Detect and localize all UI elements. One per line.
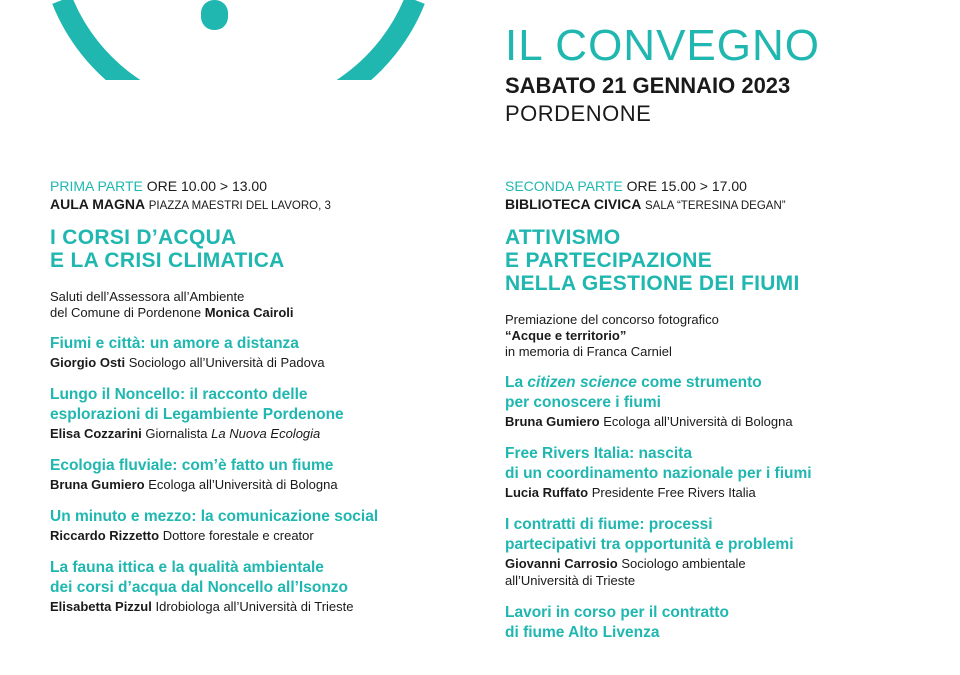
speaker-role: Sociologo ambientale	[621, 556, 746, 571]
title-text: La	[505, 374, 528, 391]
publication-name: La Nuova Ecologia	[211, 426, 321, 441]
venue-name: AULA MAGNA	[50, 196, 146, 212]
heading-line: NELLA GESTIONE DEI FIUMI	[505, 272, 800, 295]
talk-speaker	[50, 476, 470, 493]
session-hours: ORE 15.00 > 17.00	[626, 178, 747, 194]
speaker-role-line2: all’Università di Trieste	[505, 573, 636, 588]
event-date: SABATO 21 GENNAIO 2023	[505, 73, 791, 98]
talk-title-line	[505, 373, 945, 393]
talk-title-line: per conoscere i fiumi	[505, 394, 661, 411]
speaker-role: Ecologa all’Università di Bologna	[603, 414, 793, 429]
talk-title	[50, 385, 470, 425]
talk-speaker	[50, 425, 470, 442]
talk-title-line: La fauna ittica e la qualità ambientale	[50, 559, 324, 576]
speaker-role: Dottore forestale e creator	[162, 528, 314, 543]
heading-line: ATTIVISMO	[505, 226, 621, 249]
intro-line: Premiazione del concorso fotografico	[505, 312, 719, 327]
talk-title-line: di un coordinamento nazionale per i fiumi	[505, 465, 812, 482]
venue-room: SALA “TERESINA DEGAN”	[645, 200, 786, 212]
talk-speaker	[50, 598, 470, 615]
session-label: SECONDA PARTE	[505, 178, 623, 194]
talk-title-line: Lungo il Noncello: il racconto delle	[50, 386, 308, 403]
speaker-name: Lucia Ruffato	[505, 485, 589, 500]
heading-line: E PARTECIPAZIONE	[505, 249, 713, 272]
talk-speaker	[505, 413, 945, 430]
speaker-name: Bruna Gumiero	[505, 414, 600, 429]
session-intro	[505, 312, 945, 360]
talk-title-line: I contratti di fiume: processi	[505, 516, 713, 533]
talk-item	[50, 456, 470, 493]
speaker-role: Sociologo all’Università di Padova	[128, 355, 325, 370]
speaker-name: Elisabetta Pizzul	[50, 599, 152, 614]
venue-address: PIAZZA MAESTRI DEL LAVORO, 3	[148, 200, 331, 212]
talk-speaker	[505, 555, 945, 572]
talk-title-line: Lavori in corso per il contratto	[505, 604, 729, 621]
talk-item	[50, 385, 470, 442]
speaker-name: Giorgio Osti	[50, 355, 126, 370]
speaker-role: Idrobiologa all’Università di Trieste	[155, 599, 354, 614]
talk-title	[505, 515, 945, 555]
speaker-role: Presidente Free Rivers Italia	[591, 485, 756, 500]
talk-title	[505, 444, 945, 484]
speaker-name: Riccardo Rizzetto	[50, 528, 160, 543]
talk-title-line: esplorazioni di Legambiente Pordenone	[50, 406, 344, 423]
speaker-name: Elisa Cozzarini	[50, 426, 142, 441]
talk-title: Un minuto e mezzo: la comunicazione social	[50, 508, 379, 525]
session-heading	[505, 226, 945, 295]
speaker-name: Giovanni Carrosio	[505, 556, 618, 571]
venue	[50, 196, 470, 215]
talk-item	[505, 603, 945, 643]
talk-speaker	[505, 484, 945, 501]
talk-title: Ecologia fluviale: com’è fatto un fiume	[50, 457, 334, 474]
talk-title: Fiumi e città: un amore a distanza	[50, 335, 299, 352]
contest-title: “Acque e territorio”	[505, 328, 627, 343]
event-city: PORDENONE	[505, 101, 652, 126]
speaker-role: Giornalista	[145, 426, 208, 441]
talk-title	[505, 603, 945, 643]
talk-item	[505, 515, 945, 589]
talk-speaker	[50, 354, 470, 371]
speaker-role: Ecologa all’Università di Bologna	[148, 477, 338, 492]
talk-title-line: partecipativi tra opportunità e problemi	[505, 536, 794, 553]
venue-name: BIBLIOTECA CIVICA	[505, 196, 642, 212]
session-intro	[50, 289, 470, 321]
talk-title-line: Free Rivers Italia: nascita	[505, 445, 692, 462]
talk-item	[50, 334, 470, 371]
talk-item	[50, 558, 470, 615]
venue	[505, 196, 945, 215]
session-time	[50, 177, 470, 195]
event-logo-ring	[0, 0, 460, 80]
session-time	[505, 177, 945, 195]
event-title: IL CONVEGNO	[505, 21, 820, 70]
intro-line: Saluti dell’Assessora all’Ambiente	[50, 289, 245, 304]
title-text: come strumento	[636, 374, 762, 391]
talk-item	[50, 507, 470, 544]
session-hours: ORE 10.00 > 13.00	[146, 178, 267, 194]
intro-line	[50, 305, 470, 321]
heading-line: I CORSI D’ACQUA	[50, 226, 237, 249]
talk-title-line: dei corsi d’acqua dal Noncello all’Isonzo	[50, 579, 349, 596]
intro-line: in memoria di Franca Carniel	[505, 344, 672, 359]
title-italic: citizen science	[527, 374, 637, 391]
program-part-one	[50, 177, 470, 615]
event-header	[505, 22, 820, 128]
session-heading	[50, 226, 470, 272]
program-part-two	[505, 177, 945, 643]
talk-title-line: di fiume Alto Livenza	[505, 624, 660, 641]
heading-line: E LA CRISI CLIMATICA	[50, 249, 285, 272]
session-label: PRIMA PARTE	[50, 178, 143, 194]
talk-title	[505, 373, 945, 413]
intro-text: del Comune di Pordenone	[50, 305, 202, 320]
talk-speaker	[50, 527, 470, 544]
talk-item	[505, 444, 945, 501]
intro-name: Monica Cairoli	[204, 305, 294, 320]
speaker-name: Bruna Gumiero	[50, 477, 145, 492]
talk-item	[505, 373, 945, 430]
talk-title	[50, 558, 470, 598]
